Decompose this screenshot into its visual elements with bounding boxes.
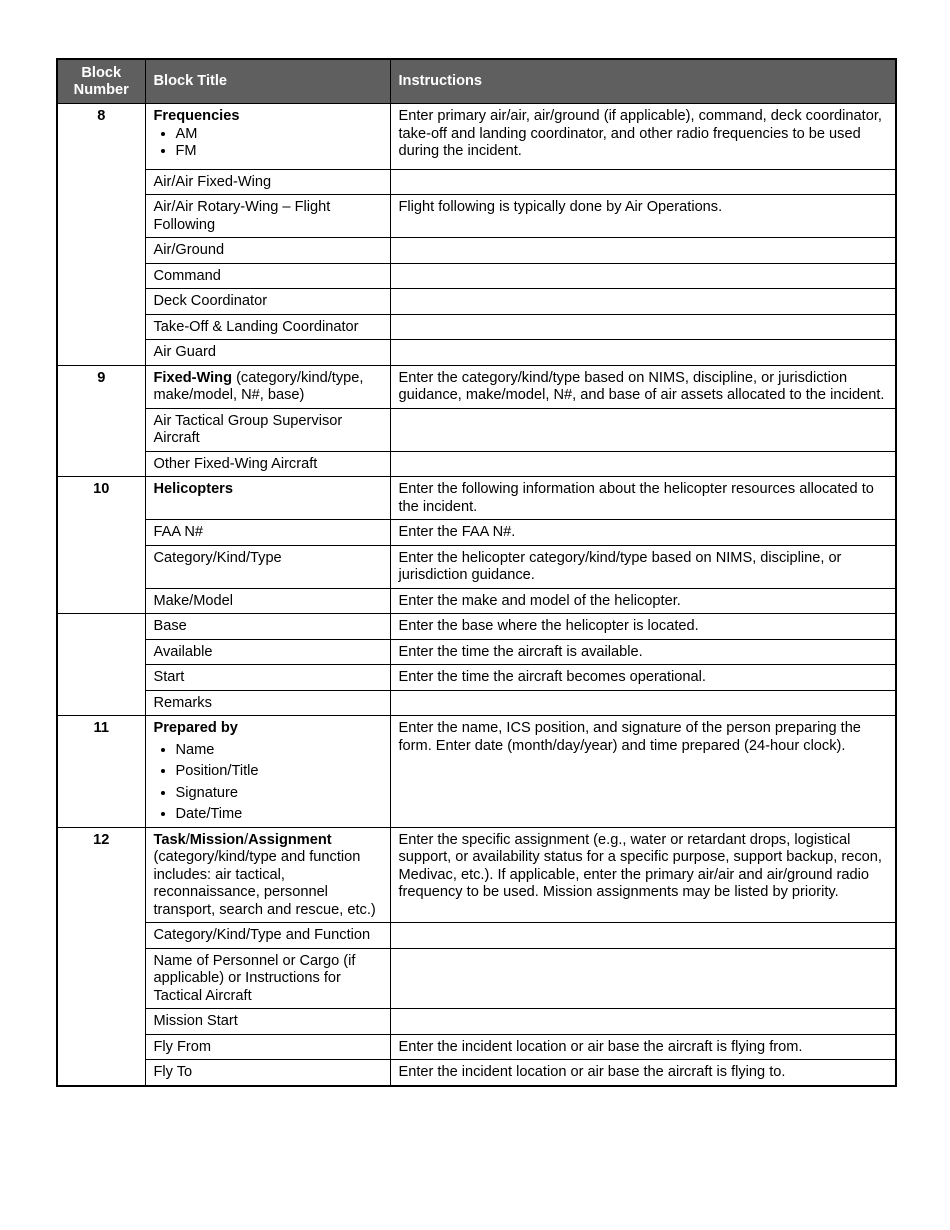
table-row (57, 948, 896, 1009)
instructions-cell (390, 263, 896, 289)
title-separator: / (185, 831, 190, 848)
block-title: Name of Personnel or Cargo (if applicable) or Instructions for Tactical Aircraft (145, 948, 390, 1009)
table-row (57, 263, 896, 289)
instructions-cell: Enter the incident location or air base the aircraft is flying to. (390, 1060, 896, 1086)
header-instructions: Instructions (390, 59, 896, 104)
block-title-detail: (category/kind/type, make/model, N#, base) (153, 369, 364, 403)
block-title: Base (145, 614, 390, 640)
instructions-cell (390, 238, 896, 264)
table-row (57, 169, 896, 195)
block-title: Remarks (145, 690, 390, 716)
table-row (57, 716, 896, 828)
instructions-cell (390, 289, 896, 315)
title-separator: / (244, 831, 249, 848)
instructions-cell (390, 451, 896, 477)
table-row (57, 827, 896, 923)
table-row (57, 365, 896, 408)
block-title: Air/Air Fixed-Wing (145, 169, 390, 195)
block-title (145, 716, 390, 828)
table-row (57, 1009, 896, 1035)
block-title: Air Guard (145, 340, 390, 366)
list-item: • Name (176, 742, 382, 760)
instructions-cell: Enter the name, ICS position, and signature of the person preparing the form. Enter date (month/day/year) and time prepared (24-hour clock). (390, 716, 896, 828)
block-title-text: Task (153, 831, 186, 848)
instructions-cell: Enter the following information about the helicopter resources allocated to the incident. (390, 477, 896, 520)
list-item: • FM (176, 143, 382, 161)
block-title: Take-Off & Landing Coordinator (145, 314, 390, 340)
instructions-cell (390, 314, 896, 340)
table-row (57, 340, 896, 366)
block-title: Helicopters (145, 477, 390, 520)
block-title-text: Frequencies (153, 108, 240, 124)
table-row (57, 923, 896, 949)
instructions-cell: Enter the FAA N#. (390, 520, 896, 546)
table-row (57, 588, 896, 614)
table-row (57, 545, 896, 588)
block-title: Start (145, 665, 390, 691)
block-title: Category/Kind/Type and Function (145, 923, 390, 949)
block-title-detail: (category/kind/type and function includes: air tactical, reconnaissance, personnel transport, search and rescue, etc.) (153, 849, 376, 918)
instructions-cell (390, 1009, 896, 1035)
table-row (57, 1060, 896, 1086)
block-title: Other Fixed-Wing Aircraft (145, 451, 390, 477)
block-title-text: Fixed-Wing (153, 369, 233, 386)
block-title: Air Tactical Group Supervisor Aircraft (145, 408, 390, 451)
table-row (57, 690, 896, 716)
block-title: Command (145, 263, 390, 289)
header-block-number: Block Number (57, 59, 145, 104)
block-title (145, 827, 390, 923)
table-row (57, 1034, 896, 1060)
block-number: 12 (57, 827, 145, 923)
instructions-cell (390, 169, 896, 195)
block-title: Mission Start (145, 1009, 390, 1035)
table-row (57, 314, 896, 340)
instructions-cell: Enter the base where the helicopter is located. (390, 614, 896, 640)
instructions-cell: Enter the category/kind/type based on NIMS, discipline, or jurisdiction guidance, make/model, N#, and base of air assets allocated to the incident. (390, 365, 896, 408)
block-title: Make/Model (145, 588, 390, 614)
instructions-cell: Enter the specific assignment (e.g., water or retardant drops, logistical support, or availability status for a specific purpose, support backup, recon, Medivac, etc.). If applicable, enter the primary air/air and air/ground radio frequency to be used. Mission assignments may be listed by priority. (390, 827, 896, 923)
table-row (57, 289, 896, 315)
block-number: 9 (57, 365, 145, 408)
instructions-cell (390, 690, 896, 716)
block-title: Available (145, 639, 390, 665)
block-title-text: Assignment (248, 831, 332, 848)
block-title (145, 104, 390, 170)
list-item: • Position/Title (176, 763, 382, 781)
list-item: • Signature (176, 785, 382, 803)
table-row (57, 238, 896, 264)
list-item: • AM (176, 126, 382, 144)
header-block-title: Block Title (145, 59, 390, 104)
instructions-cell (390, 948, 896, 1009)
block-title: Air/Ground (145, 238, 390, 264)
block-number: 8 (57, 104, 145, 170)
block-title (145, 365, 390, 408)
table-row (57, 104, 896, 170)
instructions-cell: Enter the incident location or air base the aircraft is flying from. (390, 1034, 896, 1060)
instructions-cell: Enter primary air/air, air/ground (if applicable), command, deck coordinator, take-off and landing coordinator, and other radio frequencies to be used during the incident. (390, 104, 896, 170)
bullet-list (154, 742, 382, 824)
instructions-cell: Enter the make and model of the helicopter. (390, 588, 896, 614)
table-row (57, 665, 896, 691)
instructions-cell (390, 408, 896, 451)
list-item: • Date/Time (176, 806, 382, 824)
instructions-cell: Enter the helicopter category/kind/type based on NIMS, discipline, or jurisdiction guidance. (390, 545, 896, 588)
table-row (57, 195, 896, 238)
instructions-cell: Enter the time the aircraft is available. (390, 639, 896, 665)
instructions-cell (390, 340, 896, 366)
block-title-text: Mission (189, 831, 245, 848)
block-title: Deck Coordinator (145, 289, 390, 315)
block-title-text: Prepared by (153, 720, 238, 736)
table-row (57, 477, 896, 520)
block-title: FAA N# (145, 520, 390, 546)
block-title: Fly To (145, 1060, 390, 1086)
block-title: Air/Air Rotary-Wing – Flight Following (145, 195, 390, 238)
block-title: Fly From (145, 1034, 390, 1060)
instructions-cell: Enter the time the aircraft becomes operational. (390, 665, 896, 691)
block-number: 10 (57, 477, 145, 520)
table-row (57, 639, 896, 665)
table-row (57, 408, 896, 451)
bullet-list (154, 126, 382, 161)
table-row (57, 614, 896, 640)
block-title: Category/Kind/Type (145, 545, 390, 588)
table-row (57, 451, 896, 477)
instructions-table (56, 58, 897, 1087)
instructions-cell (390, 923, 896, 949)
instructions-cell: Flight following is typically done by Air Operations. (390, 195, 896, 238)
table-header-row (57, 59, 896, 104)
table-row (57, 520, 896, 546)
block-number: 11 (57, 716, 145, 828)
